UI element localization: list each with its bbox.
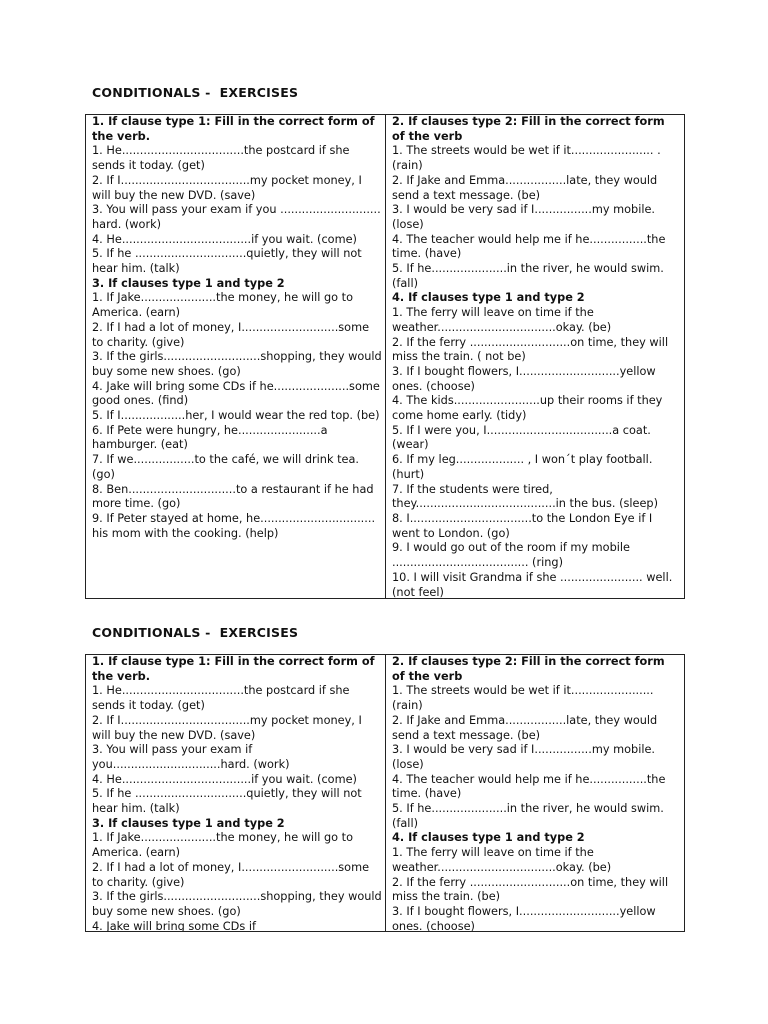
exercise-item: 3. I would be very sad if I................my mobile. (lose) (392, 743, 656, 771)
right-column (386, 655, 684, 931)
exercise-table (85, 654, 685, 932)
exercise-table (85, 114, 685, 599)
exercise-item: 3. If the girls...........................shopping, they would buy some new shoes. (go) (92, 350, 382, 378)
exercise-item: 7. If the students were tired, they.......................................in the bus. (sleep) (392, 482, 658, 511)
exercise-item: 1. The ferry will leave on time if the weather.................................okay. (be) (392, 846, 612, 874)
exercise-item: 9. I would go out of the room if my mobile ...................................... (ring) (392, 541, 630, 570)
exercise-item: 2. If the ferry ............................on time, they will miss the train. (be) (392, 875, 669, 904)
exercise-item: 1. The streets would be wet if it....................... . (rain) (392, 144, 661, 173)
exercise-item: 2. If Jake and Emma.................late, they would send a text message. (be) (392, 713, 658, 742)
exercise-item: 3. You will pass your exam if you..............................hard. (work) (92, 743, 290, 771)
worksheet-title: CONDITIONALS - EXERCISES (92, 625, 299, 640)
exercise-item: 5. If he ...............................quietly, they will not hear him. (talk) (92, 247, 362, 276)
section-heading: 3. If clauses type 1 and type 2 (92, 816, 285, 830)
exercise-item: 4. Jake will bring some CDs if (92, 919, 256, 932)
exercise-item: 7. If we.................to the café, we will drink tea. (go) (92, 453, 359, 481)
left-column (86, 655, 386, 931)
exercise-item: 2. If I had a lot of money, I...........................some to charity. (give) (92, 860, 370, 889)
exercise-item: 6. If Pete were hungry, he.......................a hamburger. (eat) (92, 423, 328, 452)
exercise-item: 5. If I were you, I...................................a coat. (wear) (392, 423, 651, 452)
exercise-item: 5. If he ...............................quietly, they will not hear him. (talk) (92, 787, 362, 816)
exercise-item: 3. If I bought flowers, I............................yellow ones. (choose) (392, 904, 656, 932)
exercise-item: 2. If I....................................my pocket money, I will buy the new DVD. (save) (92, 173, 362, 202)
exercise-item: 5. If I..................her, I would wear the red top. (be) (92, 409, 380, 423)
exercise-item: 5. If he.....................in the river, he would swim. (fall) (392, 262, 664, 290)
exercise-item: 9. If Peter stayed at home, he................................ his mom with the cooking. (help) (92, 511, 376, 540)
section-heading: 1. If clause type 1: Fill in the correct form of the verb. (92, 115, 375, 143)
exercise-item: 4. Jake will bring some CDs if he.....................some good ones. (find) (92, 379, 380, 408)
exercise-item: 1. He..................................the postcard if she sends it today. (get) (92, 684, 350, 713)
exercise-item: 3. If I bought flowers, I............................yellow ones. (choose) (392, 364, 656, 393)
exercise-item: 1. The ferry will leave on time if the weather.................................okay. (be) (392, 306, 612, 334)
exercise-item: 1. If Jake.....................the money, he will go to America. (earn) (92, 291, 354, 320)
left-column (86, 115, 386, 598)
exercise-item: 6. If my leg................... , I won´t play football. (hurt) (392, 453, 653, 481)
exercise-item: 1. The streets would be wet if it....................... (rain) (392, 684, 654, 713)
exercise-item: 4. The teacher would help me if he................the time. (have) (392, 232, 666, 261)
exercise-item: 3. I would be very sad if I................my mobile. (lose) (392, 203, 656, 231)
section-heading: 2. If clauses type 2: Fill in the correct form of the verb (392, 655, 665, 683)
section-heading: 3. If clauses type 1 and type 2 (92, 276, 285, 290)
exercise-item: 2. If the ferry ............................on time, they will miss the train. ( not be) (392, 335, 669, 364)
exercise-item: 8. Ben..............................to a restaurant if he had more time. (go) (92, 482, 374, 511)
section-heading: 1. If clause type 1: Fill in the correct form of the verb. (92, 655, 375, 683)
section-heading: 2. If clauses type 2: Fill in the correct form of the verb (392, 115, 665, 143)
exercise-item: 4. He....................................if you wait. (come) (92, 232, 357, 246)
right-column (386, 115, 684, 598)
exercise-item: 5. If he.....................in the river, he would swim. (fall) (392, 802, 664, 830)
worksheet-title: CONDITIONALS - EXERCISES (92, 85, 299, 100)
exercise-item: 10. I will visit Grandma if she ....................... well. (not feel) (392, 570, 673, 599)
exercise-item: 2. If I had a lot of money, I...........................some to charity. (give) (92, 320, 370, 349)
exercise-item: 3. You will pass your exam if you ............................ hard. (work) (92, 203, 381, 231)
exercise-item: 4. The teacher would help me if he................the time. (have) (392, 772, 666, 801)
exercise-item: 2. If I....................................my pocket money, I will buy the new DVD. (save) (92, 713, 362, 742)
exercise-item: 8. I..................................to the London Eye if I went to London. (go) (392, 511, 653, 540)
exercise-item: 4. He....................................if you wait. (come) (92, 772, 357, 786)
section-heading: 4. If clauses type 1 and type 2 (392, 831, 585, 845)
exercise-item: 2. If Jake and Emma.................late, they would send a text message. (be) (392, 173, 658, 202)
exercise-item: 4. The kids........................up their rooms if they come home early. (tidy) (392, 394, 663, 423)
exercise-item: 1. He..................................the postcard if she sends it today. (get) (92, 144, 350, 173)
section-heading: 4. If clauses type 1 and type 2 (392, 291, 585, 305)
exercise-item: 3. If the girls...........................shopping, they would buy some new shoes. (go) (92, 890, 382, 918)
exercise-item: 1. If Jake.....................the money, he will go to America. (earn) (92, 831, 354, 860)
